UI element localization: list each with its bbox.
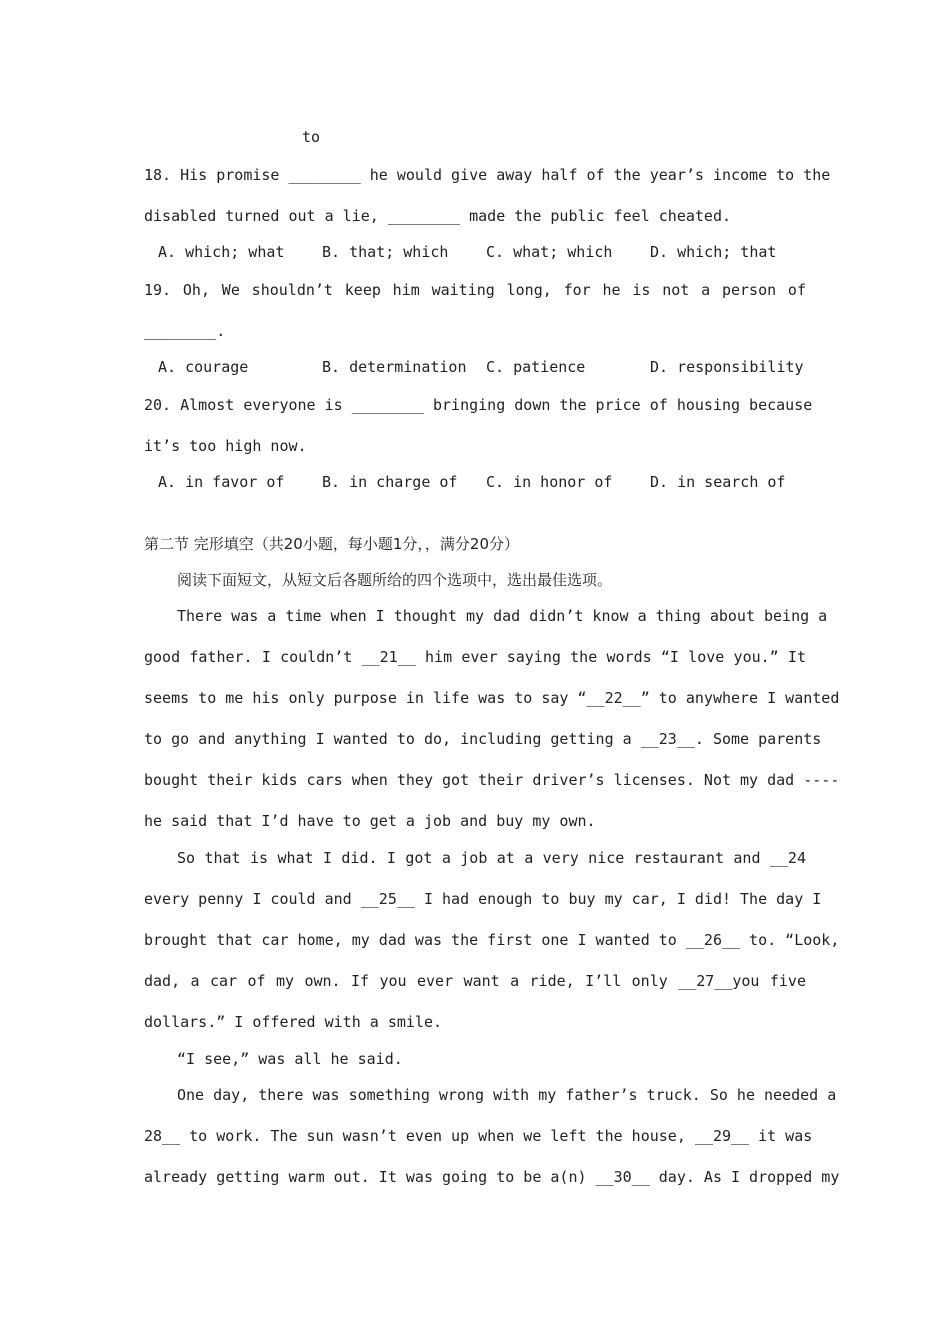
section-heading: 第二节 完形填空（共20小题，每小题1分，，满分20分） — [144, 535, 519, 553]
q18-line-1: 18. His promise ________ he would give away half of the year’s income to the — [144, 166, 831, 184]
q20-options — [158, 473, 818, 491]
q18-options — [158, 243, 818, 261]
q20-option-a: A. in favor of — [158, 473, 285, 491]
p2-line-3: brought that car home, my dad was the first one I wanted to __26__ to. “Look, — [144, 931, 840, 949]
q19-line-1: 19. Oh, We shouldn’t keep him waiting long, for he is not a person of — [144, 281, 806, 299]
p1-line-5: bought their kids cars when they got their driver’s licenses. Not my dad ---- — [144, 771, 840, 789]
q18-option-b: B. that; which — [322, 243, 449, 261]
p4-line-2: 28__ to work. The sun wasn’t even up when we left the house, __29__ it was — [144, 1127, 813, 1145]
q19-option-d: D. responsibility — [650, 358, 804, 376]
q18-option-a: A. which; what — [158, 243, 285, 261]
q19-option-b: B. determination — [322, 358, 467, 376]
p2-line-1: So that is what I did. I got a job at a very nice restaurant and __24 — [177, 849, 806, 867]
q19-options — [158, 358, 818, 376]
q19-line-2: ________. — [144, 322, 226, 340]
p1-line-2: good father. I couldn’t __21__ him ever saying the words “I love you.” It — [144, 648, 806, 666]
q20-option-c: C. in honor of — [486, 473, 613, 491]
p1-line-4: to go and anything I wanted to do, including getting a __23__. Some parents — [144, 730, 822, 748]
q18-line-2: disabled turned out a lie, ________ made the public feel cheated. — [144, 207, 731, 225]
q18-option-d: D. which; that — [650, 243, 777, 261]
q18-option-c: C. what; which — [486, 243, 613, 261]
p2-line-2: every penny I could and __25__ I had enough to buy my car, I did! The day I — [144, 890, 822, 908]
q20-line-2: it’s too high now. — [144, 437, 307, 455]
p4-line-1: One day, there was something wrong with my father’s truck. So he needed a — [177, 1086, 837, 1104]
q20-line-1: 20. Almost everyone is ________ bringing down the price of housing because — [144, 396, 813, 414]
p2-line-4: dad, a car of my own. If you ever want a ride, I’ll only __27__you five — [144, 972, 806, 990]
p1-line-6: he said that I’d have to get a job and buy my own. — [144, 812, 596, 830]
q19-option-c: C. patience — [486, 358, 586, 376]
section-instruction: 阅读下面短文，从短文后各题所给的四个选项中，选出最佳选项。 — [177, 571, 613, 589]
top-fragment: to — [302, 128, 321, 146]
p3-line-1: “I see,” was all he said. — [177, 1050, 403, 1068]
p4-line-3: already getting warm out. It was going to be a(n) __30__ day. As I dropped my — [144, 1168, 840, 1186]
p2-line-5: dollars.” I offered with a smile. — [144, 1013, 443, 1031]
p1-line-1: There was a time when I thought my dad didn’t know a thing about being a — [177, 607, 828, 625]
q20-option-b: B. in charge of — [322, 473, 458, 491]
p1-line-3: seems to me his only purpose in life was to say “__22__” to anywhere I wanted — [144, 689, 840, 707]
q20-option-d: D. in search of — [650, 473, 786, 491]
q19-option-a: A. courage — [158, 358, 249, 376]
